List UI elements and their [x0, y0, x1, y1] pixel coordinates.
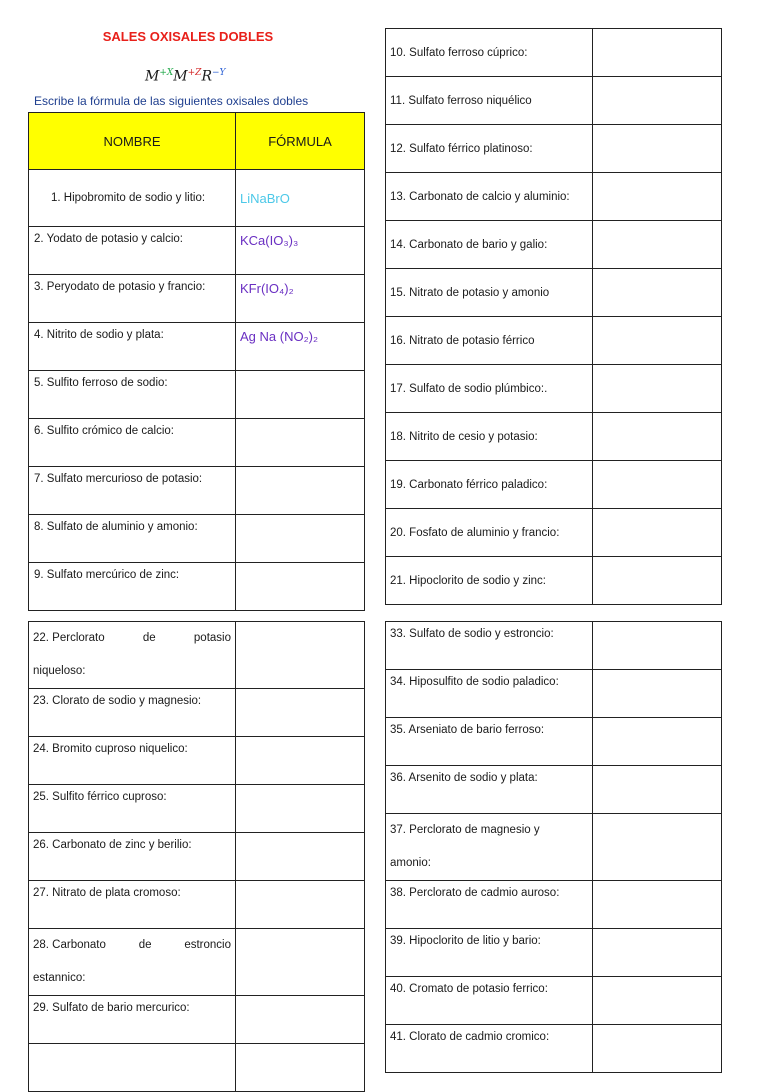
table-row	[29, 371, 365, 419]
bottom-left-table	[28, 621, 365, 1092]
formula-answer[interactable]	[236, 881, 365, 929]
compound-name: 9. Sulfato mercúrico de zinc:	[29, 563, 236, 611]
compound-name	[386, 814, 593, 881]
compound-name: 20. Fosfato de aluminio y francio:	[386, 509, 593, 557]
table-row	[386, 29, 722, 77]
compound-name: 25. Sulfito férrico cuproso:	[29, 785, 236, 833]
formula-answer[interactable]	[593, 766, 722, 814]
compound-name: 24. Bromito cuproso niquelico:	[29, 737, 236, 785]
formula-answer[interactable]	[593, 317, 722, 365]
formula-answer[interactable]	[236, 419, 365, 467]
formula-answer[interactable]	[236, 785, 365, 833]
table-row	[386, 670, 722, 718]
table-row	[29, 275, 365, 323]
compound-name: 4. Nitrito de sodio y plata:	[29, 323, 236, 371]
compound-name: 41. Clorato de cadmio cromico:	[386, 1025, 593, 1073]
formula-answer[interactable]	[236, 996, 365, 1044]
compound-name: 29. Sulfato de bario mercurico:	[29, 996, 236, 1044]
formula-answer[interactable]	[593, 77, 722, 125]
compound-name: 5. Sulfito ferroso de sodio:	[29, 371, 236, 419]
table-row	[29, 419, 365, 467]
table-row	[386, 221, 722, 269]
formula-answer[interactable]: KFr(IO₄)₂	[236, 275, 365, 323]
name-word: 22. Perclorato	[33, 632, 105, 644]
compound-name: 23. Clorato de sodio y magnesio:	[29, 689, 236, 737]
compound-name: 6. Sulfito crómico de calcio:	[29, 419, 236, 467]
table-row	[29, 227, 365, 275]
compound-name: 38. Perclorato de cadmio auroso:	[386, 881, 593, 929]
compound-name: 8. Sulfato de aluminio y amonio:	[29, 515, 236, 563]
name-line-2: amonio:	[390, 857, 431, 869]
compound-name: 14. Carbonato de bario y galio:	[386, 221, 593, 269]
name-line-2: niqueloso:	[33, 665, 86, 677]
compound-name: 35. Arseniato de bario ferroso:	[386, 718, 593, 766]
name-line-2: estannico:	[33, 972, 86, 984]
formula-answer[interactable]	[593, 670, 722, 718]
formula-answer[interactable]	[236, 689, 365, 737]
name-word: 28. Carbonato	[33, 939, 106, 951]
formula-answer[interactable]	[236, 737, 365, 785]
name-word: estroncio	[184, 939, 231, 951]
formula-answer[interactable]: KCa(IO₃)₃	[236, 227, 365, 275]
formula-answer[interactable]	[236, 833, 365, 881]
formula-answer[interactable]: Ag Na (NO₂)₂	[236, 323, 365, 371]
name-word: de	[142, 632, 156, 644]
table-row	[29, 563, 365, 611]
formula-answer[interactable]	[236, 622, 365, 689]
compound-name: 18. Nitrito de cesio y potasio:	[386, 413, 593, 461]
table-row	[29, 1044, 365, 1092]
general-formula	[145, 68, 225, 85]
compound-name: 16. Nitrato de potasio férrico	[386, 317, 593, 365]
table-row	[386, 413, 722, 461]
compound-name: 11. Sulfato ferroso niquélico	[386, 77, 593, 125]
formula-answer[interactable]	[593, 929, 722, 977]
compound-name: 34. Hiposulfito de sodio paladico:	[386, 670, 593, 718]
oxidation-z: +Z	[187, 68, 202, 78]
formula-answer[interactable]	[236, 1044, 365, 1092]
name-line-justified	[33, 929, 231, 962]
formula-answer[interactable]	[236, 929, 365, 996]
side-table	[385, 28, 722, 605]
table-row	[386, 125, 722, 173]
formula-answer[interactable]	[593, 881, 722, 929]
formula-answer[interactable]	[593, 1025, 722, 1073]
table-row	[29, 170, 365, 227]
formula-answer[interactable]	[593, 221, 722, 269]
metal-1: M	[145, 68, 160, 85]
table-row	[29, 881, 365, 929]
table-row	[386, 766, 722, 814]
table-row	[386, 814, 722, 881]
compound-name: 21. Hipoclorito de sodio y zinc:	[386, 557, 593, 605]
table-row	[29, 622, 365, 689]
formula-answer[interactable]	[593, 29, 722, 77]
compound-name: 3. Peryodato de potasio y francio:	[29, 275, 236, 323]
formula-answer[interactable]	[593, 509, 722, 557]
table-row	[386, 461, 722, 509]
formula-answer[interactable]	[593, 977, 722, 1025]
formula-answer[interactable]	[593, 557, 722, 605]
table-row	[386, 77, 722, 125]
compound-name: 15. Nitrato de potasio y amonio	[386, 269, 593, 317]
compound-name: 36. Arsenito de sodio y plata:	[386, 766, 593, 814]
table-row	[386, 269, 722, 317]
metal-2: M	[173, 68, 188, 85]
table-row	[29, 689, 365, 737]
table-row	[29, 833, 365, 881]
table-row	[386, 557, 722, 605]
bottom-right-table	[385, 621, 722, 1073]
table-row	[29, 785, 365, 833]
formula-answer[interactable]	[593, 814, 722, 881]
table-row	[386, 173, 722, 221]
compound-name: 12. Sulfato férrico platinoso:	[386, 125, 593, 173]
table-row	[386, 881, 722, 929]
formula-answer[interactable]	[236, 515, 365, 563]
formula-answer[interactable]	[593, 125, 722, 173]
table-row	[29, 323, 365, 371]
oxidation-x: +X	[159, 68, 174, 78]
formula-answer[interactable]	[593, 461, 722, 509]
table-row	[386, 1025, 722, 1073]
formula-answer[interactable]	[236, 563, 365, 611]
compound-name	[29, 929, 236, 996]
name-word: de	[138, 939, 152, 951]
compound-name: 17. Sulfato de sodio plúmbico:.	[386, 365, 593, 413]
header-formula: FÓRMULA	[236, 113, 365, 170]
table-row	[29, 929, 365, 996]
page-title: SALES OXISALES DOBLES	[102, 29, 274, 44]
table-row	[386, 365, 722, 413]
compound-name: 1. Hipobromito de sodio y litio:	[29, 170, 236, 227]
name-line-1: 37. Perclorato de magnesio y	[390, 824, 540, 836]
compound-name: 7. Sulfato mercurioso de potasio:	[29, 467, 236, 515]
formula-answer[interactable]	[593, 269, 722, 317]
compound-name: 27. Nitrato de plata cromoso:	[29, 881, 236, 929]
table-row	[29, 467, 365, 515]
table-row	[386, 509, 722, 557]
radical: R	[201, 68, 212, 85]
compound-name	[29, 622, 236, 689]
table-row	[386, 977, 722, 1025]
formula-answer[interactable]	[593, 365, 722, 413]
compound-name: 40. Cromato de potasio ferrico:	[386, 977, 593, 1025]
compound-name	[29, 1044, 236, 1092]
table-row	[29, 737, 365, 785]
name-word: potasio	[193, 632, 231, 644]
instructions: Escribe la fórmula de las siguientes oxisales dobles	[34, 94, 309, 108]
table-row	[386, 929, 722, 977]
compound-name: 26. Carbonato de zinc y berilio:	[29, 833, 236, 881]
formula-answer[interactable]	[593, 622, 722, 670]
compound-name: 33. Sulfato de sodio y estroncio:	[386, 622, 593, 670]
oxidation-y: −Y	[211, 68, 226, 78]
formula-answer[interactable]: LiNaBrO	[236, 170, 365, 227]
compound-name: 2. Yodato de potasio y calcio:	[29, 227, 236, 275]
compound-name: 19. Carbonato férrico paladico:	[386, 461, 593, 509]
table-row	[29, 996, 365, 1044]
table-row	[386, 317, 722, 365]
header-name: NOMBRE	[29, 113, 236, 170]
formula-answer[interactable]	[593, 718, 722, 766]
compound-name: 10. Sulfato ferroso cúprico:	[386, 29, 593, 77]
compound-name: 39. Hipoclorito de litio y bario:	[386, 929, 593, 977]
table-row	[29, 515, 365, 563]
formula-answer[interactable]	[236, 467, 365, 515]
formula-answer[interactable]	[236, 371, 365, 419]
name-line-justified	[33, 622, 231, 655]
compound-name: 13. Carbonato de calcio y aluminio:	[386, 173, 593, 221]
formula-answer[interactable]	[593, 173, 722, 221]
main-table	[28, 112, 365, 611]
table-row	[386, 718, 722, 766]
table-row	[386, 622, 722, 670]
formula-answer[interactable]	[593, 413, 722, 461]
